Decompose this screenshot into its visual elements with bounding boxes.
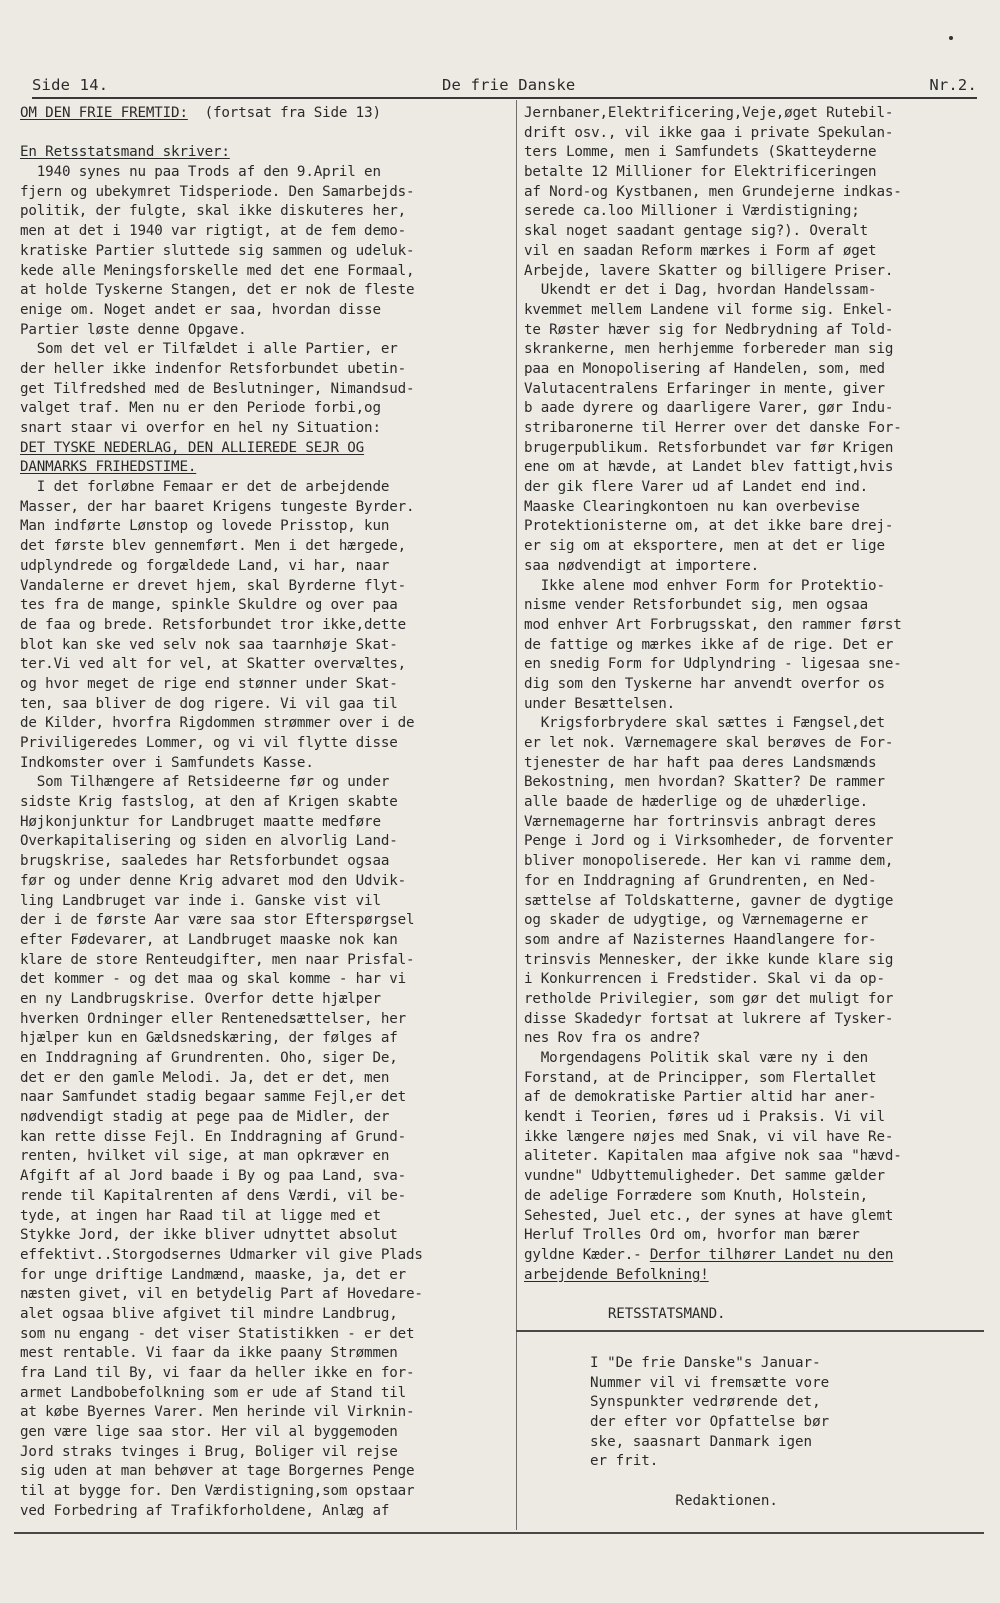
right-column-line: Penge i Jord og i Virksomheder, de forventer [524, 833, 894, 850]
left-column-line: kratiske Partier sluttede sig sammen og udeluk- [20, 242, 415, 259]
left-column-line: der heller ikke indenfor Retsforbundet ubetin- [20, 360, 407, 377]
left-column-line: for unge driftige Landmænd, maaske, ja, det er [20, 1266, 407, 1283]
left-column-line: effektivt..Storgodsernes Udmarker vil give Plads [20, 1246, 423, 1263]
left-column-line: OM DEN FRIE FREMTID: (fortsat fra Side 13) [20, 105, 381, 121]
left-column-line: Partier løste denne Opgave. [20, 321, 247, 338]
page-header [32, 76, 977, 98]
right-column-line: de fattige og mærkes ikke af de rige. Det er [524, 636, 894, 653]
right-column-line: nes Rov fra os andre? [524, 1030, 701, 1047]
right-column-line: tjenester de har haft paa deres Landsmænds [524, 754, 877, 771]
left-column-line: klare de store Renteudgifter, men naar Prisfal- [20, 951, 415, 968]
right-column-line: betalte 12 Millioner for Elektrificeringen [524, 164, 877, 181]
left-column-line: det første blev gennemført. Men i det hærgede, [20, 538, 407, 555]
issue-number: Nr.2. [929, 76, 977, 94]
right-column-line: Protektionisterne om, at det ikke bare drej- [524, 518, 894, 535]
right-column-line: Forstand, at de Principper, som Flertallet [524, 1069, 877, 1086]
right-column-line [524, 1285, 990, 1305]
notice-line: I "De frie Danske"s Januar- [590, 1355, 821, 1371]
right-column-line: Ikke alene mod enhver Form for Protektio- [524, 577, 885, 594]
left-column-line: en ny Landbrugskrise. Overfor dette hjælper [20, 990, 381, 1007]
right-column-line: disse Skadedyr fortsat at lukrere af Tysker- [524, 1010, 894, 1027]
right-column-line: Ukendt er det i Dag, hvordan Handelssam- [524, 282, 877, 299]
right-column-line: Krigsforbrydere skal sættes i Fængsel,det [524, 715, 885, 732]
left-column-line: de faa og brede. Retsforbundet tror ikke,dette [20, 616, 407, 633]
right-column-line: kendt i Teorien, føres ud i Praksis. Vi vil [524, 1109, 885, 1126]
left-column-line: kan rette disse Fejl. En Inddragning af Grund- [20, 1128, 407, 1145]
right-column-line: saa nødvendigt at importere. [524, 557, 759, 574]
left-column-line: tes fra de mange, spinkle Skuldre og over paa [20, 597, 398, 614]
right-column-line: vil en saadan Reform mærkes i Form af øget [524, 242, 877, 259]
right-column-line: bliver monopoliserede. Her kan vi ramme dem, [524, 853, 894, 870]
left-column-line: gen være lige saa stor. Her vil al byggemoden [20, 1424, 398, 1441]
left-column-line: sidste Krig fastslog, at den af Krigen skabte [20, 794, 398, 811]
right-column-line: ene om at hævde, at Landet blev fattigt,hvis [524, 459, 894, 476]
right-column-line: og skader de udygtige, og Værnemagerne er [524, 912, 869, 929]
left-column-line: Højkonjunktur for Landbruget maatte medføre [20, 813, 381, 830]
page-number: Side 14. [32, 76, 109, 94]
right-column-line: aliteter. Kapitalen maa afgive nok saa "hævd- [524, 1148, 902, 1165]
left-column-line: der i de første Aar være saa stor Efterspørgsel [20, 912, 415, 929]
notice-line: er frit. [590, 1453, 659, 1470]
left-column-line: ter.Vi ved alt for vel, at Skatter overvæltes, [20, 656, 407, 673]
right-column-line: Værnemagerne har fortrinsvis anbragt deres [524, 813, 877, 830]
right-column-line: skrankerne, men herhjemme forbereder man sig [524, 341, 894, 358]
right-column-line: Sehested, Juel etc., der synes at have glemt [524, 1207, 894, 1224]
left-column-line: Man indførte Lønstop og lovede Prisstop, kun [20, 518, 390, 535]
notice-line: Synspunkter vedrørende det, [590, 1394, 821, 1411]
right-column-line: dig som den Tyskerne har anvendt overfor os [524, 675, 885, 692]
left-column-line: før og under denne Krig advaret mod den Udvik- [20, 872, 407, 889]
notice-rule [516, 1330, 984, 1332]
left-column-line: udplyndrede og forgældede Land, vi har, naar [20, 557, 390, 574]
publication-title: De frie Danske [442, 76, 576, 94]
right-column-line: Herluf Trolles Ord om, hvorfor man bærer [524, 1227, 860, 1244]
left-column-line: rende til Kapitalrenten af dens Værdi, vil be- [20, 1187, 407, 1204]
notice-line: der efter vor Opfattelse bør [590, 1414, 830, 1431]
ink-speck [949, 36, 953, 40]
right-column-line: for en Inddragning af Grundrenten, en Ned- [524, 872, 877, 889]
right-column-line: b aade dyrere og daarligere Varer, gør Indu- [524, 400, 894, 417]
left-column-line: Vandalerne er drevet hjem, skal Byrderne flyt- [20, 577, 407, 594]
left-column-line: snart staar vi overfor en hel ny Situation: [20, 420, 381, 436]
left-column-line: det kommer - og det maa og skal komme - har vi [20, 971, 407, 988]
left-column-line: en Inddragning af Grundrenten. Oho, siger De, [20, 1050, 398, 1066]
left-column-line: Overkapitalisering og siden en alvorlig Land- [20, 833, 398, 850]
left-column-line: som nu engang - det viser Statistikken - er det [20, 1325, 415, 1342]
left-column-line: renten, hvilket vil sige, at man opkræver en [20, 1148, 390, 1165]
left-column-line: ten, saa bliver de dog rigere. Vi vil gaa til [20, 695, 398, 712]
right-column-line: Morgendagens Politik skal være ny i den [524, 1050, 869, 1066]
right-column-line: en snedig Form for Udplyndring - ligesaa sne- [524, 656, 902, 673]
right-column-line: arbejdende Befolkning! [524, 1266, 709, 1283]
notice-line: Nummer vil vi fremsætte vore [590, 1374, 830, 1391]
column-divider [516, 100, 517, 1530]
right-column-line: trinsvis Mennesker, der ikke kunde klare sig [524, 951, 894, 968]
right-column-line: ters Lomme, men i Samfundets (Skatteyderne [524, 144, 877, 161]
left-column-line: fjern og ubekymret Tidsperiode. Den Samarbejds- [20, 183, 415, 200]
right-column-line: kvemmet mellem Landene vil forme sig. Enkel- [524, 301, 894, 318]
notice-line [590, 1472, 829, 1492]
right-column-line: Valutacentralens Erfaringer in mente, giver [524, 380, 885, 397]
left-column-line: Priviligeredes Lommer, og vi vil flytte disse [20, 735, 398, 751]
right-column-line: sættelse af Toldskatterne, gavner de dygtige [524, 892, 894, 909]
right-column-line: Arbejde, lavere Skatter og billigere Priser. [524, 262, 894, 279]
left-column-line: hverken Ordninger eller Rentenedsættelser, her [20, 1010, 407, 1027]
left-column-line: Indkomster over i Samfundets Kasse. [20, 754, 314, 771]
right-column-line: i Konkurrencen i Fredstider. Skal vi da op- [524, 971, 885, 988]
notice-line: Redaktionen. [590, 1492, 778, 1509]
left-column-line: brugskrise, saaledes har Retsforbundet ogsaa [20, 853, 390, 870]
right-column-line: som andre af Nazisternes Haandlangere for- [524, 931, 877, 948]
left-column-line: naar Samfundet stadig begaar samme Fejl,er det [20, 1089, 407, 1106]
right-column-line: retholde Privilegier, som gør det muligt for [524, 990, 894, 1007]
right-column [524, 104, 990, 1325]
left-column-line: enige om. Noget andet er saa, hvordan disse [20, 301, 381, 318]
left-column-line: næsten givet, vil en betydelig Part af Hovedare- [20, 1286, 423, 1303]
right-column-line: under Besættelsen. [524, 695, 676, 712]
left-column-line: get Tilfredshed med de Beslutninger, Nimandsud- [20, 380, 415, 397]
bottom-rule [14, 1532, 984, 1534]
right-column-line: af Nord-og Kystbanen, men Grundejerne indkas- [524, 183, 902, 200]
left-column-line: Som Tilhængere af Retsideerne før og under [20, 774, 390, 791]
right-column-line: er let nok. Værnemagere skal berøves de For- [524, 735, 894, 751]
right-column-line: er sig om at eksportere, men at det er lige [524, 538, 885, 555]
left-column-line: Jord straks tvinges i Brug, Boliger vil rejse [20, 1443, 398, 1460]
left-column-line: politik, der fulgte, skal ikke diskuteres her, [20, 203, 407, 220]
right-column-line: skal noget saadant gentage sig?). Overalt [524, 223, 869, 240]
right-column-line: te Røster hæver sig for Nedbrydning af Told- [524, 321, 894, 338]
right-column-line: stribaronerne til Herrer over det danske For- [524, 420, 902, 436]
editorial-notice [590, 1354, 829, 1512]
left-column-line: Afgift af al Jord baade i By og paa Land, sva- [20, 1168, 407, 1185]
right-column-line: mod enhver Art Forbrugsskat, den rammer først [524, 616, 902, 633]
left-column-line: Stykke Jord, der ikke bliver udnyttet absolut [20, 1227, 398, 1244]
left-column-line: blot kan ske ved selv nok saa taarnhøje Skat- [20, 636, 398, 653]
right-column-line: nisme vender Retsforbundet sig, men ogsaa [524, 597, 869, 614]
right-column-line: drift osv., vil ikke gaa i private Spekulan- [524, 124, 894, 141]
left-column-line: men at det i 1940 var rigtigt, at de fem demo- [20, 223, 407, 240]
left-column-line: ling Landbruget var inde i. Ganske vist vil [20, 892, 381, 909]
left-column-line: valget traf. Men nu er den Periode forbi,og [20, 400, 381, 417]
right-column-line: Bekostning, men hvordan? Skatter? De rammer [524, 774, 885, 791]
left-column-line: og hvor meget de rige end stønner under Skat- [20, 675, 398, 692]
left-column-line: Masser, der har baaret Krigens tungeste Byrder. [20, 498, 415, 515]
left-column-line: det er den gamle Melodi. Ja, det er det, men [20, 1069, 390, 1086]
left-column [20, 104, 510, 1522]
right-column-line: ikke længere nøjes med Snak, vi vil have Re- [524, 1128, 894, 1145]
left-column-line: alet ogsaa blive afgivet til mindre Landbrug, [20, 1305, 398, 1322]
left-column-line: I det forløbne Femaar er det de arbejdende [20, 479, 390, 496]
right-column-line: RETSSTATSMAND. [524, 1305, 726, 1322]
left-column-line: Som det vel er Tilfældet i alle Partier, er [20, 341, 398, 358]
right-column-line: alle baade de hæderlige og de uhæderlige. [524, 794, 869, 811]
left-column-line: En Retsstatsmand skriver: [20, 144, 230, 161]
left-column-line: ved Forbedring af Trafikforholdene, Anlæg af [20, 1502, 390, 1519]
right-column-line: af de demokratiske Partier altid har aner- [524, 1089, 877, 1106]
right-column-line: Jernbaner,Elektrificering,Veje,øget Rutebil- [524, 105, 894, 121]
left-column-line: efter Fødevarer, at Landbruget maaske nok kan [20, 931, 398, 948]
right-column-line: de adelige Forrædere som Knuth, Holstein, [524, 1187, 869, 1204]
left-column-line: DET TYSKE NEDERLAG, DEN ALLIEREDE SEJR OG [20, 439, 365, 456]
left-column-line: at købe Byernes Varer. Men herinde vil Virknin- [20, 1404, 415, 1421]
right-column-line: paa en Monopolisering af Handelen, som, med [524, 360, 885, 377]
left-column-line: armet Landbobefolkning som er ude af Stand til [20, 1384, 407, 1401]
left-column-line: sig uden at man behøver at tage Borgernes Penge [20, 1463, 415, 1480]
left-column-line: at holde Tyskerne Stangen, det er nok de fleste [20, 282, 415, 299]
header-rule [32, 97, 977, 99]
right-column-line: der gik flere Varer ud af Landet end ind. [524, 479, 869, 496]
right-column-line: serede ca.loo Millioner i Værdistigning; [524, 203, 860, 220]
left-column-line: tyde, at ingen har Raad til at ligge med et [20, 1207, 381, 1224]
left-column-line: nødvendigt stadig at pege paa de Midler, der [20, 1109, 390, 1126]
right-column-line: gyldne Kæder.- Derfor tilhører Landet nu den [524, 1246, 894, 1263]
left-column-line [20, 124, 510, 144]
notice-line: ske, saasnart Danmark igen [590, 1433, 813, 1450]
left-column-line: til at bygge for. Den Værdistigning,som opstaar [20, 1483, 415, 1500]
left-column-line: hjælper kun en Gældsnedskæring, der følges af [20, 1030, 398, 1047]
right-column-line: Maaske Clearingkontoen nu kan overbevise [524, 498, 860, 515]
left-column-line: mest rentable. Vi faar da ikke paany Strømmen [20, 1345, 398, 1362]
right-column-line: vundne" Udbyttemuligheder. Det samme gælder [524, 1168, 885, 1185]
right-column-line: brugerpublikum. Retsforbundet var før Krigen [524, 439, 894, 456]
left-column-line: 1940 synes nu paa Trods af den 9.April en [20, 164, 381, 181]
left-column-line: DANMARKS FRIHEDSTIME. [20, 459, 197, 476]
left-column-line: fra Land til By, vi faar da heller ikke en for- [20, 1365, 415, 1381]
left-column-line: de Kilder, hvorfra Rigdommen strømmer over i de [20, 715, 415, 732]
left-column-line: kede alle Meningsforskelle med det ene Formaal, [20, 262, 415, 279]
